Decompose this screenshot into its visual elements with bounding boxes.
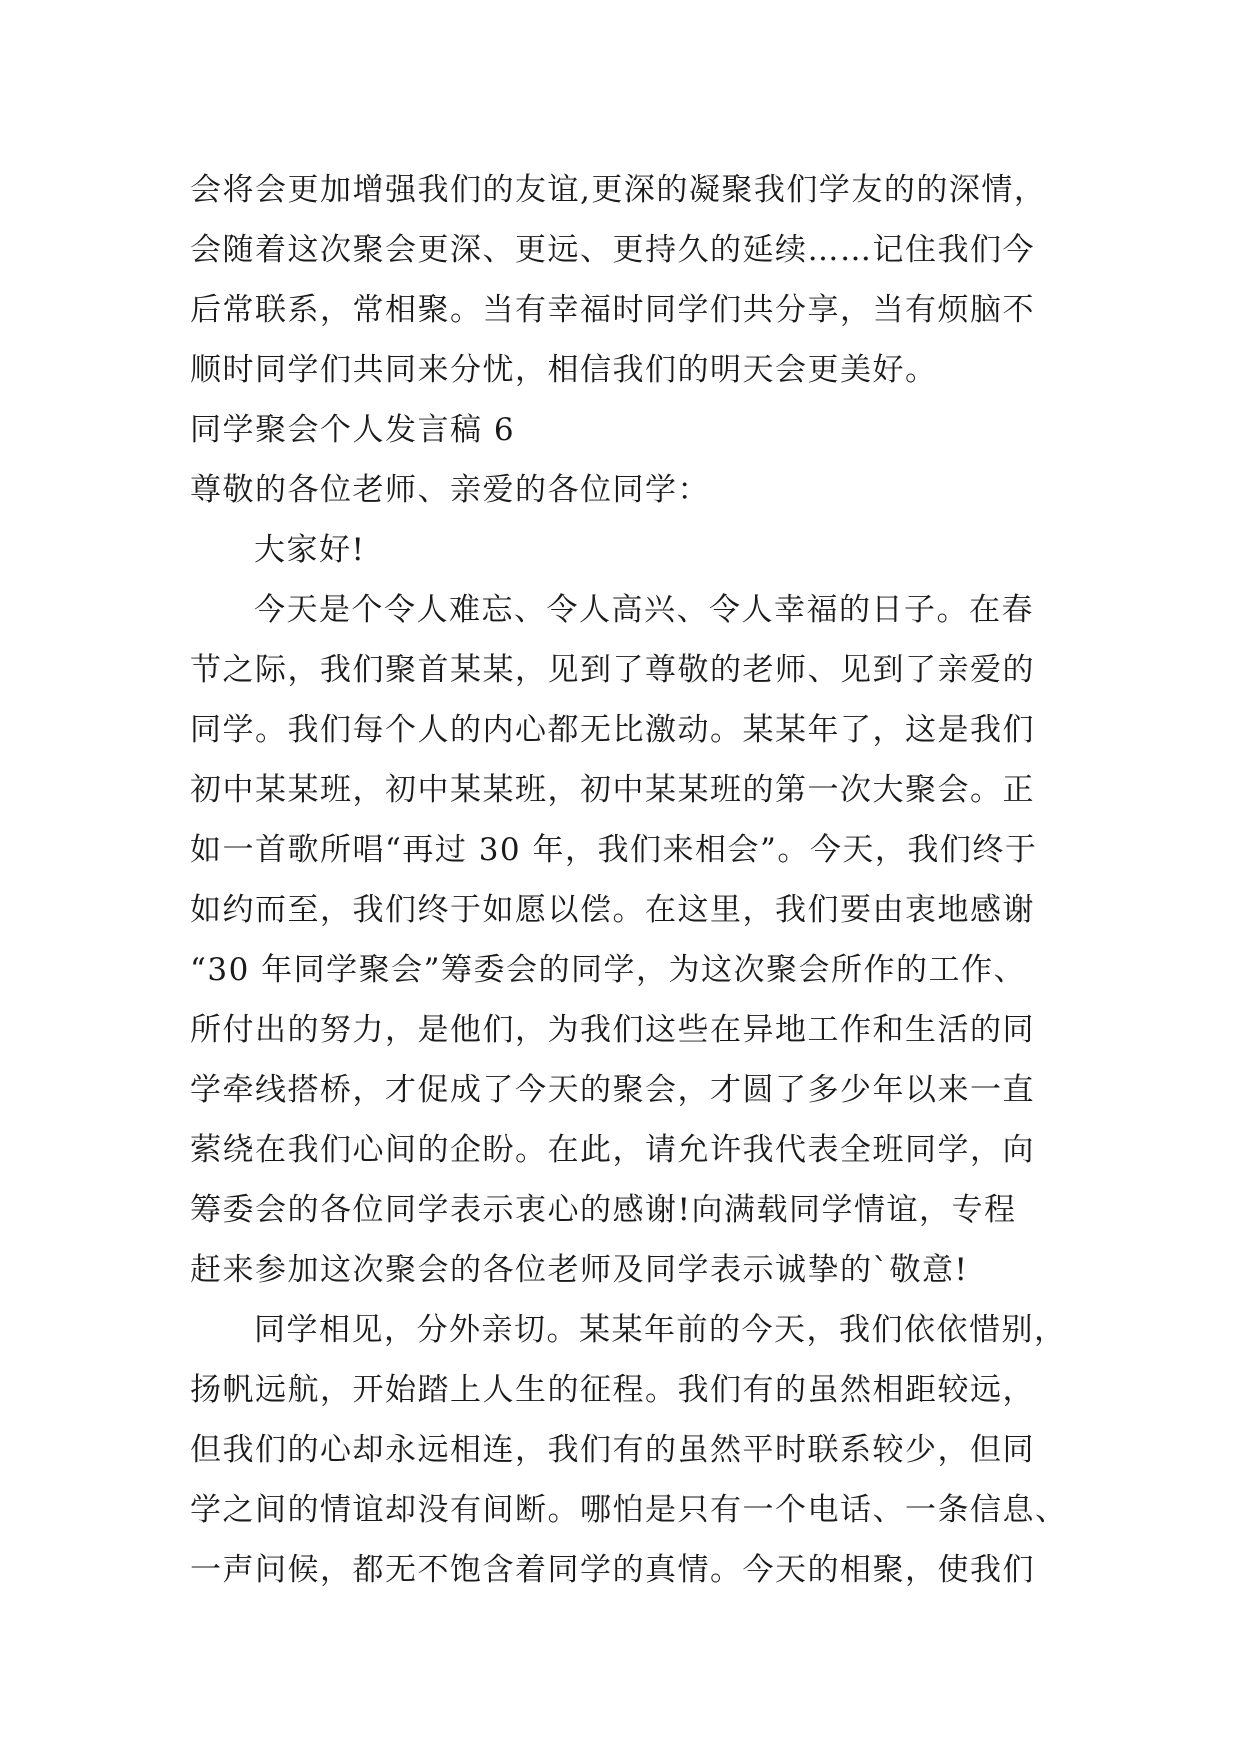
text-line: 赶来参加这次聚会的各位老师及同学表示诚挚的`敬意! [190, 1252, 969, 1288]
greeting: 大家好! [254, 532, 366, 568]
text-line: 但我们的心却永远相连，我们有的虽然平时联系较少，但同 [190, 1432, 1035, 1468]
section-heading: 同学聚会个人发言稿 6 [190, 412, 516, 448]
text-line: 所付出的努力，是他们，为我们这些在异地工作和生活的同 [190, 1012, 1035, 1048]
text-line: 萦绕在我们心间的企盼。在此，请允许我代表全班同学，向 [190, 1132, 1035, 1168]
text-line: 学之间的情谊却没有间断。哪怕是只有一个电话、一条信息、 [190, 1492, 1068, 1528]
salutation: 尊敬的各位老师、亲爱的各位同学： [190, 472, 710, 508]
text-line: 扬帆远航，开始踏上人生的征程。我们有的虽然相距较远， [190, 1372, 1035, 1408]
text-line: 筹委会的各位同学表示衷心的感谢!向满载同学情谊，专程 [190, 1192, 1017, 1228]
text-line: “30 年同学聚会”筹委会的同学，为这次聚会所作的工作、 [190, 952, 1026, 988]
text-line: 会将会更加增强我们的友谊,更深的凝聚我们学友的的深情， [190, 172, 1047, 208]
text-line: 同学相见，分外亲切。某某年前的今天，我们依依惜别， [254, 1312, 1067, 1348]
text-line: 初中某某班，初中某某班，初中某某班的第一次大聚会。正 [190, 772, 1035, 808]
text-line: 如一首歌所唱“再过 30 年，我们来相会”。今天，我们终于 [190, 832, 1038, 868]
text-line: 顺时同学们共同来分忧，相信我们的明天会更美好。 [190, 352, 938, 388]
text-line: 后常联系，常相聚。当有幸福时同学们共分享，当有烦脑不 [190, 292, 1035, 328]
text-line: 一声问候，都无不饱含着同学的真情。今天的相聚，使我们 [190, 1552, 1035, 1588]
text-line: 节之际，我们聚首某某，见到了尊敬的老师、见到了亲爱的 [190, 652, 1035, 688]
document-body [190, 160, 1070, 1600]
text-line: 同学。我们每个人的内心都无比激动。某某年了，这是我们 [190, 712, 1035, 748]
text-line: 如约而至，我们终于如愿以偿。在这里，我们要由衷地感谢 [190, 892, 1035, 928]
text-line: 学牵线搭桥，才促成了今天的聚会，才圆了多少年以来一直 [190, 1072, 1035, 1108]
text-line: 今天是个令人难忘、令人高兴、令人幸福的日子。在春 [254, 592, 1034, 628]
text-line: 会随着这次聚会更深、更远、更持久的延续……记住我们今 [190, 232, 1035, 268]
